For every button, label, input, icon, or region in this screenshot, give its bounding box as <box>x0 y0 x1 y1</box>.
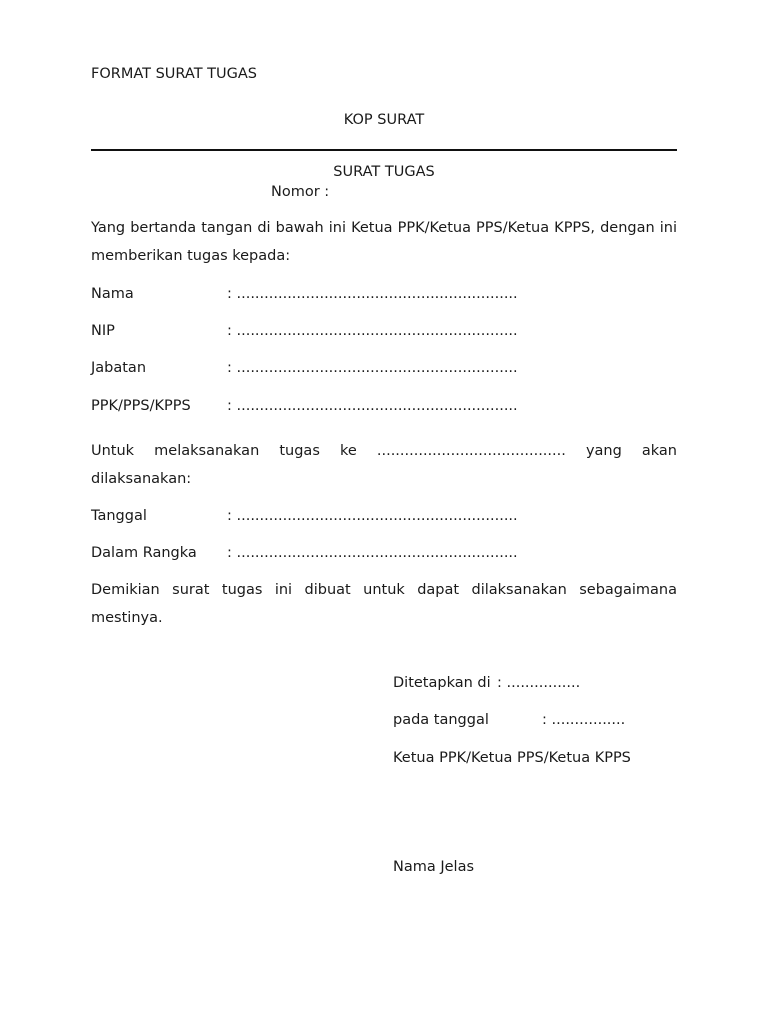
field-label-jabatan: Jabatan <box>91 360 147 376</box>
format-title: FORMAT SURAT TUGAS <box>91 66 257 82</box>
field-value-jabatan: : ............................................................. <box>227 360 518 376</box>
field-value-dalam-rangka: : ............................................................. <box>227 545 518 561</box>
document-heading: SURAT TUGAS <box>333 164 435 180</box>
signature-role: Ketua PPK/Ketua PPS/Ketua KPPS <box>393 750 631 766</box>
signature-place-label: Ditetapkan di <box>393 675 491 691</box>
signature-date-value: : ................ <box>542 712 626 728</box>
intro-paragraph: Yang bertanda tangan di bawah ini Ketua PPK/Ketua PPS/Ketua KPPS, dengan ini memberikan tugas kepada: <box>91 220 677 264</box>
field-label-dalam-rangka: Dalam Rangka <box>91 545 197 561</box>
field-label-ppk: PPK/PPS/KPPS <box>91 398 191 414</box>
field-value-nama: : ............................................................. <box>227 286 518 302</box>
signature-name: Nama Jelas <box>393 859 475 875</box>
field-label-nip: NIP <box>91 323 115 339</box>
field-label-nama: Nama <box>91 286 134 302</box>
closing-paragraph: Demikian surat tugas ini dibuat untuk dapat dilaksanakan sebagaimana mestinya. <box>91 582 677 626</box>
document-number: Nomor : <box>271 184 330 200</box>
letterhead-divider <box>91 149 677 151</box>
signature-date-label: pada tanggal <box>393 712 489 728</box>
task-paragraph: Untuk melaksanakan tugas ke ......................................... yang akan dilaksanakan: <box>91 443 677 487</box>
letterhead-label: KOP SURAT <box>343 112 425 128</box>
field-value-tanggal: : ............................................................. <box>227 508 518 524</box>
field-label-tanggal: Tanggal <box>91 508 147 524</box>
field-value-nip: : ............................................................. <box>227 323 518 339</box>
signature-place-value: : ................ <box>497 675 581 691</box>
field-value-ppk: : ............................................................. <box>227 398 518 414</box>
